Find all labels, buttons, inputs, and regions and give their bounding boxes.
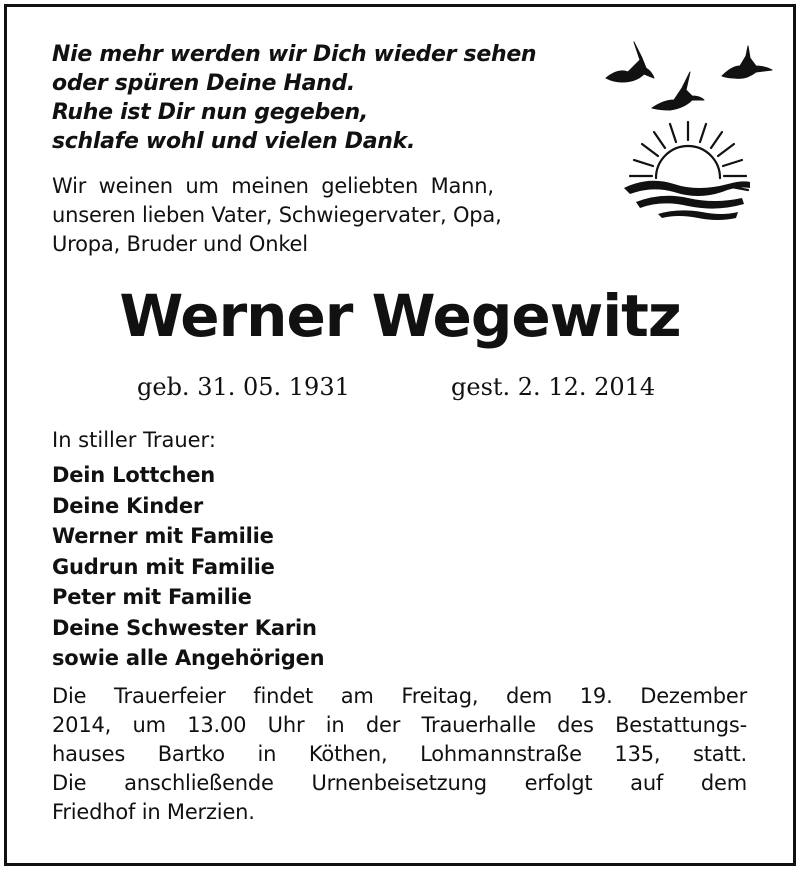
birth-date: geb. 31. 05. 1931 [137,373,350,401]
mourners-list [52,460,324,674]
verse-line: Ruhe ist Dir nun gegeben, [52,100,368,125]
funeral-line: 2014, um 13.00 Uhr in der Trauerhalle des Bestattungs- [52,713,747,737]
intro-text [52,172,502,259]
verse-line: oder spüren Deine Hand. [52,71,355,96]
sunset-icon [618,118,753,223]
mourner-item: Peter mit Familie [52,585,252,609]
mourner-item: Dein Lottchen [52,463,216,487]
intro-line: unseren lieben Vater, Schwiegervater, Opa, [52,203,502,227]
verse-line: Nie mehr werden wir Dich wieder sehen [52,42,537,67]
mourner-item: sowie alle Angehörigen [52,646,325,670]
flying-birds-icon [600,38,780,118]
funeral-line: Die Trauerfeier findet am Freitag, dem 19. Dezember [52,684,747,708]
verse-line: schlafe wohl und vielen Dank. [52,129,416,154]
intro-line: Uropa, Bruder und Onkel [52,232,308,256]
memorial-verse [52,40,536,156]
funeral-details [52,682,747,827]
death-date: gest. 2. 12. 2014 [451,373,656,401]
intro-line: Wir weinen um meinen geliebten Mann, [52,174,494,198]
funeral-line: hauses Bartko in Köthen, Lohmannstraße 135, statt. [52,742,747,766]
deceased-name: Werner Wegewitz [119,282,681,350]
funeral-line: Friedhof in Merzien. [52,800,255,824]
mourning-label: In stiller Trauer: [52,428,216,452]
mourner-item: Gudrun mit Familie [52,554,275,579]
mourner-item: Deine Schwester Karin [52,615,317,640]
mourner-item: Werner mit Familie [52,524,274,548]
funeral-line: Die anschließende Urnenbeisetzung erfolgt auf dem [52,771,747,795]
mourner-item: Deine Kinder [52,493,204,518]
